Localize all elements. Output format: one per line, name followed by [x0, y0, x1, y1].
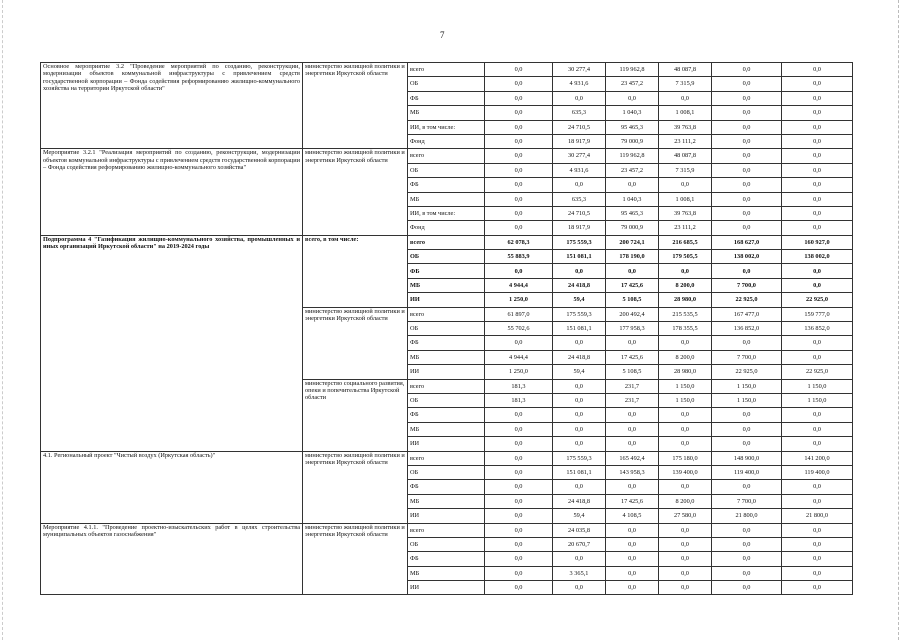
amount-cell: 0,0	[485, 163, 553, 177]
amount-cell: 181,3	[485, 393, 553, 407]
amount-cell: 0,0	[659, 523, 712, 537]
amount-cell: 175 180,0	[659, 451, 712, 465]
amount-cell: 0,0	[712, 264, 782, 278]
amount-cell: 0,0	[712, 106, 782, 120]
amount-cell: 61 897,0	[485, 307, 553, 321]
funding-source-cell: ИИ, в том числе:	[408, 120, 485, 134]
amount-cell: 0,0	[659, 408, 712, 422]
amount-cell: 0,0	[659, 552, 712, 566]
table-row	[41, 451, 853, 465]
amount-cell: 0,0	[712, 163, 782, 177]
funding-source-cell: ФБ	[408, 336, 485, 350]
program-name-cell: 4.1. Региональный проект "Чистый воздух (Иркутская область)"	[41, 451, 303, 523]
amount-cell: 0,0	[712, 192, 782, 206]
funding-source-cell: ИИ	[408, 581, 485, 595]
amount-cell: 0,0	[782, 106, 853, 120]
amount-cell: 1 150,0	[659, 379, 712, 393]
amount-cell: 0,0	[485, 91, 553, 105]
funding-source-cell: ОБ	[408, 250, 485, 264]
amount-cell: 0,0	[712, 422, 782, 436]
amount-cell: 30 277,4	[553, 63, 606, 77]
amount-cell: 136 852,0	[712, 322, 782, 336]
amount-cell: 4 108,5	[606, 509, 659, 523]
amount-cell: 0,0	[782, 537, 853, 551]
amount-cell: 23 111,2	[659, 134, 712, 148]
amount-cell: 1 250,0	[485, 293, 553, 307]
amount-cell: 168 627,0	[712, 235, 782, 249]
amount-cell: 59,4	[553, 365, 606, 379]
amount-cell: 138 002,0	[782, 250, 853, 264]
amount-cell: 0,0	[712, 480, 782, 494]
amount-cell: 48 087,8	[659, 149, 712, 163]
amount-cell: 139 400,0	[659, 465, 712, 479]
amount-cell: 22 925,0	[782, 293, 853, 307]
amount-cell: 0,0	[485, 581, 553, 595]
amount-cell: 18 917,9	[553, 221, 606, 235]
funding-source-cell: всего	[408, 235, 485, 249]
amount-cell: 0,0	[712, 523, 782, 537]
amount-cell: 0,0	[553, 552, 606, 566]
amount-cell: 0,0	[553, 336, 606, 350]
amount-cell: 1 150,0	[659, 393, 712, 407]
amount-cell: 21 800,0	[782, 509, 853, 523]
amount-cell: 24 418,8	[553, 350, 606, 364]
amount-cell: 136 852,0	[782, 322, 853, 336]
funding-source-cell: ОБ	[408, 537, 485, 551]
amount-cell: 0,0	[782, 581, 853, 595]
amount-cell: 4 931,6	[553, 77, 606, 91]
amount-cell: 178 190,0	[606, 250, 659, 264]
amount-cell: 1 150,0	[782, 393, 853, 407]
amount-cell: 0,0	[606, 336, 659, 350]
amount-cell: 24 035,8	[553, 523, 606, 537]
funding-source-cell: МБ	[408, 192, 485, 206]
amount-cell: 0,0	[659, 437, 712, 451]
amount-cell: 151 081,1	[553, 250, 606, 264]
funding-source-cell: МБ	[408, 350, 485, 364]
program-name-cell: Подпрограмма 4 "Газификация жилищно-коммунального хозяйства, промышленных и иных организаций Иркутской области" на 2019-2024 годы	[41, 235, 303, 451]
amount-cell: 200 492,4	[606, 307, 659, 321]
funding-source-cell: ФБ	[408, 178, 485, 192]
amount-cell: 1 008,1	[659, 106, 712, 120]
funding-source-cell: МБ	[408, 422, 485, 436]
amount-cell: 0,0	[485, 63, 553, 77]
budget-table	[40, 62, 853, 595]
amount-cell: 0,0	[782, 552, 853, 566]
funding-source-cell: Фонд	[408, 134, 485, 148]
amount-cell: 24 710,5	[553, 120, 606, 134]
amount-cell: 0,0	[606, 422, 659, 436]
amount-cell: 175 559,3	[553, 451, 606, 465]
amount-cell: 1 150,0	[712, 379, 782, 393]
amount-cell: 30 277,4	[553, 149, 606, 163]
amount-cell: 0,0	[485, 537, 553, 551]
funding-source-cell: ОБ	[408, 322, 485, 336]
executor-cell: министерство жилищной политики и энергетики Иркутской области	[303, 451, 408, 523]
amount-cell: 0,0	[782, 178, 853, 192]
amount-cell: 0,0	[782, 494, 853, 508]
amount-cell: 0,0	[485, 451, 553, 465]
amount-cell: 0,0	[553, 437, 606, 451]
amount-cell: 0,0	[485, 149, 553, 163]
amount-cell: 4 944,4	[485, 278, 553, 292]
amount-cell: 8 200,0	[659, 350, 712, 364]
amount-cell: 62 078,3	[485, 235, 553, 249]
amount-cell: 0,0	[553, 422, 606, 436]
amount-cell: 119 400,0	[712, 465, 782, 479]
amount-cell: 0,0	[606, 537, 659, 551]
amount-cell: 7 700,0	[712, 494, 782, 508]
amount-cell: 175 559,3	[553, 307, 606, 321]
amount-cell: 0,0	[782, 63, 853, 77]
amount-cell: 0,0	[553, 379, 606, 393]
amount-cell: 0,0	[782, 523, 853, 537]
amount-cell: 1 150,0	[782, 379, 853, 393]
amount-cell: 0,0	[712, 206, 782, 220]
amount-cell: 24 418,8	[553, 278, 606, 292]
amount-cell: 119 962,8	[606, 149, 659, 163]
funding-source-cell: всего	[408, 63, 485, 77]
amount-cell: 7 315,9	[659, 77, 712, 91]
amount-cell: 0,0	[659, 566, 712, 580]
amount-cell: 119 400,0	[782, 465, 853, 479]
amount-cell: 3 365,1	[553, 566, 606, 580]
amount-cell: 59,4	[553, 509, 606, 523]
program-name-cell: Мероприятие 4.1.1. "Проведение проектно-изыскательских работ в целях строительства муниципальных объектов газоснабжения"	[41, 523, 303, 595]
table-row	[41, 149, 853, 163]
funding-source-cell: всего	[408, 379, 485, 393]
amount-cell: 39 763,8	[659, 206, 712, 220]
funding-source-cell: Фонд	[408, 221, 485, 235]
amount-cell: 0,0	[485, 552, 553, 566]
amount-cell: 119 962,8	[606, 63, 659, 77]
amount-cell: 181,3	[485, 379, 553, 393]
amount-cell: 59,4	[553, 293, 606, 307]
amount-cell: 79 000,9	[606, 221, 659, 235]
amount-cell: 0,0	[712, 537, 782, 551]
amount-cell: 48 087,8	[659, 63, 712, 77]
funding-source-cell: ФБ	[408, 264, 485, 278]
amount-cell: 0,0	[606, 408, 659, 422]
amount-cell: 216 685,5	[659, 235, 712, 249]
program-name-cell: Мероприятие 3.2.1 "Реализация мероприятий по созданию, реконструкции, модернизации объектов коммунальной инфраструктуры с привлечением средств государственной корпорации – Фонда содействия реформированию жилищно-коммунального хозяйства"	[41, 149, 303, 235]
amount-cell: 55 883,9	[485, 250, 553, 264]
funding-source-cell: ФБ	[408, 91, 485, 105]
amount-cell: 28 980,0	[659, 365, 712, 379]
amount-cell: 8 200,0	[659, 278, 712, 292]
amount-cell: 0,0	[485, 422, 553, 436]
amount-cell: 200 724,1	[606, 235, 659, 249]
funding-source-cell: ИИ	[408, 365, 485, 379]
funding-source-cell: ФБ	[408, 552, 485, 566]
table-row	[41, 523, 853, 537]
amount-cell: 1 040,3	[606, 106, 659, 120]
amount-cell: 0,0	[606, 91, 659, 105]
funding-source-cell: ОБ	[408, 465, 485, 479]
amount-cell: 5 108,5	[606, 293, 659, 307]
funding-source-cell: всего	[408, 451, 485, 465]
amount-cell: 27 580,0	[659, 509, 712, 523]
amount-cell: 0,0	[712, 552, 782, 566]
executor-cell: министерство жилищной политики и энергетики Иркутской области	[303, 307, 408, 379]
amount-cell: 215 535,5	[659, 307, 712, 321]
amount-cell: 635,3	[553, 192, 606, 206]
funding-source-cell: ОБ	[408, 77, 485, 91]
amount-cell: 0,0	[485, 106, 553, 120]
amount-cell: 22 925,0	[712, 293, 782, 307]
amount-cell: 5 108,5	[606, 365, 659, 379]
amount-cell: 0,0	[782, 91, 853, 105]
amount-cell: 0,0	[485, 206, 553, 220]
table-row	[41, 235, 853, 249]
amount-cell: 95 465,3	[606, 206, 659, 220]
amount-cell: 7 700,0	[712, 278, 782, 292]
amount-cell: 0,0	[712, 336, 782, 350]
table-row	[41, 63, 853, 77]
amount-cell: 0,0	[659, 422, 712, 436]
funding-source-cell: МБ	[408, 494, 485, 508]
amount-cell: 0,0	[782, 163, 853, 177]
amount-cell: 0,0	[782, 134, 853, 148]
amount-cell: 175 559,3	[553, 235, 606, 249]
amount-cell: 0,0	[782, 120, 853, 134]
amount-cell: 0,0	[485, 465, 553, 479]
amount-cell: 24 418,8	[553, 494, 606, 508]
funding-source-cell: МБ	[408, 278, 485, 292]
amount-cell: 165 492,4	[606, 451, 659, 465]
amount-cell: 4 931,6	[553, 163, 606, 177]
amount-cell: 7 315,9	[659, 163, 712, 177]
executor-cell: министерство жилищной политики и энергетики Иркутской области	[303, 149, 408, 235]
amount-cell: 0,0	[553, 91, 606, 105]
amount-cell: 0,0	[782, 408, 853, 422]
amount-cell: 0,0	[712, 566, 782, 580]
amount-cell: 148 900,0	[712, 451, 782, 465]
amount-cell: 0,0	[659, 91, 712, 105]
funding-source-cell: всего	[408, 307, 485, 321]
amount-cell: 0,0	[659, 264, 712, 278]
amount-cell: 0,0	[553, 581, 606, 595]
amount-cell: 1 040,3	[606, 192, 659, 206]
amount-cell: 231,7	[606, 379, 659, 393]
amount-cell: 0,0	[553, 393, 606, 407]
amount-cell: 0,0	[712, 63, 782, 77]
amount-cell: 138 002,0	[712, 250, 782, 264]
amount-cell: 0,0	[712, 91, 782, 105]
funding-source-cell: ИИ, в том числе:	[408, 206, 485, 220]
amount-cell: 0,0	[606, 437, 659, 451]
page-number: 7	[440, 30, 445, 40]
amount-cell: 0,0	[712, 120, 782, 134]
amount-cell: 0,0	[712, 77, 782, 91]
amount-cell: 0,0	[553, 480, 606, 494]
amount-cell: 0,0	[485, 480, 553, 494]
funding-source-cell: всего	[408, 149, 485, 163]
funding-source-cell: МБ	[408, 566, 485, 580]
amount-cell: 0,0	[782, 350, 853, 364]
amount-cell: 178 355,5	[659, 322, 712, 336]
amount-cell: 17 425,6	[606, 278, 659, 292]
amount-cell: 1 250,0	[485, 365, 553, 379]
amount-cell: 0,0	[659, 480, 712, 494]
amount-cell: 0,0	[485, 77, 553, 91]
amount-cell: 21 800,0	[712, 509, 782, 523]
amount-cell: 23 457,2	[606, 163, 659, 177]
amount-cell: 0,0	[485, 437, 553, 451]
amount-cell: 0,0	[712, 221, 782, 235]
amount-cell: 28 980,0	[659, 293, 712, 307]
amount-cell: 0,0	[485, 336, 553, 350]
amount-cell: 18 917,9	[553, 134, 606, 148]
amount-cell: 151 081,1	[553, 465, 606, 479]
amount-cell: 0,0	[782, 206, 853, 220]
funding-source-cell: ИИ	[408, 437, 485, 451]
amount-cell: 0,0	[485, 509, 553, 523]
amount-cell: 0,0	[485, 264, 553, 278]
amount-cell: 17 425,6	[606, 494, 659, 508]
amount-cell: 0,0	[782, 480, 853, 494]
amount-cell: 0,0	[485, 134, 553, 148]
amount-cell: 7 700,0	[712, 350, 782, 364]
funding-source-cell: всего	[408, 523, 485, 537]
amount-cell: 0,0	[606, 264, 659, 278]
amount-cell: 55 702,6	[485, 322, 553, 336]
amount-cell: 0,0	[782, 336, 853, 350]
amount-cell: 0,0	[659, 537, 712, 551]
amount-cell: 635,3	[553, 106, 606, 120]
amount-cell: 0,0	[659, 336, 712, 350]
amount-cell: 0,0	[712, 134, 782, 148]
amount-cell: 79 000,9	[606, 134, 659, 148]
amount-cell: 22 925,0	[712, 365, 782, 379]
funding-source-cell: ИИ	[408, 293, 485, 307]
amount-cell: 0,0	[606, 178, 659, 192]
funding-source-cell: ФБ	[408, 408, 485, 422]
amount-cell: 0,0	[606, 566, 659, 580]
amount-cell: 151 081,1	[553, 322, 606, 336]
amount-cell: 0,0	[485, 192, 553, 206]
amount-cell: 0,0	[782, 566, 853, 580]
amount-cell: 0,0	[606, 581, 659, 595]
amount-cell: 0,0	[606, 523, 659, 537]
amount-cell: 0,0	[782, 264, 853, 278]
amount-cell: 24 710,5	[553, 206, 606, 220]
amount-cell: 0,0	[485, 408, 553, 422]
amount-cell: 22 925,0	[782, 365, 853, 379]
amount-cell: 0,0	[606, 480, 659, 494]
amount-cell: 160 927,0	[782, 235, 853, 249]
executor-cell: министерство социального развития, опеки и попечительства Иркутской области	[303, 379, 408, 451]
amount-cell: 231,7	[606, 393, 659, 407]
funding-source-cell: МБ	[408, 106, 485, 120]
amount-cell: 0,0	[553, 178, 606, 192]
funding-source-cell: ИИ	[408, 509, 485, 523]
funding-source-cell: ОБ	[408, 163, 485, 177]
funding-source-cell: ОБ	[408, 393, 485, 407]
amount-cell: 1 150,0	[712, 393, 782, 407]
funding-source-cell: ФБ	[408, 480, 485, 494]
amount-cell: 0,0	[712, 408, 782, 422]
amount-cell: 23 111,2	[659, 221, 712, 235]
amount-cell: 17 425,6	[606, 350, 659, 364]
amount-cell: 0,0	[782, 437, 853, 451]
scan-edge-left	[2, 0, 4, 640]
amount-cell: 179 505,5	[659, 250, 712, 264]
amount-cell: 0,0	[712, 581, 782, 595]
amount-cell: 0,0	[553, 264, 606, 278]
amount-cell: 23 457,2	[606, 77, 659, 91]
amount-cell: 143 958,3	[606, 465, 659, 479]
amount-cell: 8 200,0	[659, 494, 712, 508]
amount-cell: 0,0	[782, 149, 853, 163]
amount-cell: 0,0	[485, 494, 553, 508]
amount-cell: 177 958,3	[606, 322, 659, 336]
amount-cell: 159 777,0	[782, 307, 853, 321]
amount-cell: 0,0	[606, 552, 659, 566]
amount-cell: 39 763,8	[659, 120, 712, 134]
amount-cell: 0,0	[485, 178, 553, 192]
amount-cell: 0,0	[782, 422, 853, 436]
executor-cell: министерство жилищной политики и энергетики Иркутской области	[303, 523, 408, 595]
amount-cell: 0,0	[712, 178, 782, 192]
amount-cell: 0,0	[485, 120, 553, 134]
amount-cell: 0,0	[712, 437, 782, 451]
amount-cell: 0,0	[485, 523, 553, 537]
amount-cell: 0,0	[485, 566, 553, 580]
amount-cell: 20 670,7	[553, 537, 606, 551]
amount-cell: 0,0	[782, 278, 853, 292]
program-name-cell: Основное мероприятие 3.2 "Проведение мероприятий по созданию, реконструкции, модернизации объектов коммунальной инфраструктуры с привлечением средств государственной корпорации – Фонда содействия реформированию жилищно-коммунального хозяйства на территории Иркутской области"	[41, 63, 303, 149]
amount-cell: 0,0	[485, 221, 553, 235]
amount-cell: 95 465,3	[606, 120, 659, 134]
amount-cell: 0,0	[659, 178, 712, 192]
executor-cell: министерство жилищной политики и энергетики Иркутской области	[303, 63, 408, 149]
executor-cell: всего, в том числе:	[303, 235, 408, 307]
amount-cell: 0,0	[782, 77, 853, 91]
amount-cell: 0,0	[712, 149, 782, 163]
scan-edge-right	[898, 0, 900, 640]
amount-cell: 0,0	[659, 581, 712, 595]
amount-cell: 0,0	[782, 221, 853, 235]
amount-cell: 0,0	[782, 192, 853, 206]
amount-cell: 1 008,1	[659, 192, 712, 206]
amount-cell: 141 200,0	[782, 451, 853, 465]
amount-cell: 4 944,4	[485, 350, 553, 364]
amount-cell: 0,0	[553, 408, 606, 422]
amount-cell: 167 477,0	[712, 307, 782, 321]
